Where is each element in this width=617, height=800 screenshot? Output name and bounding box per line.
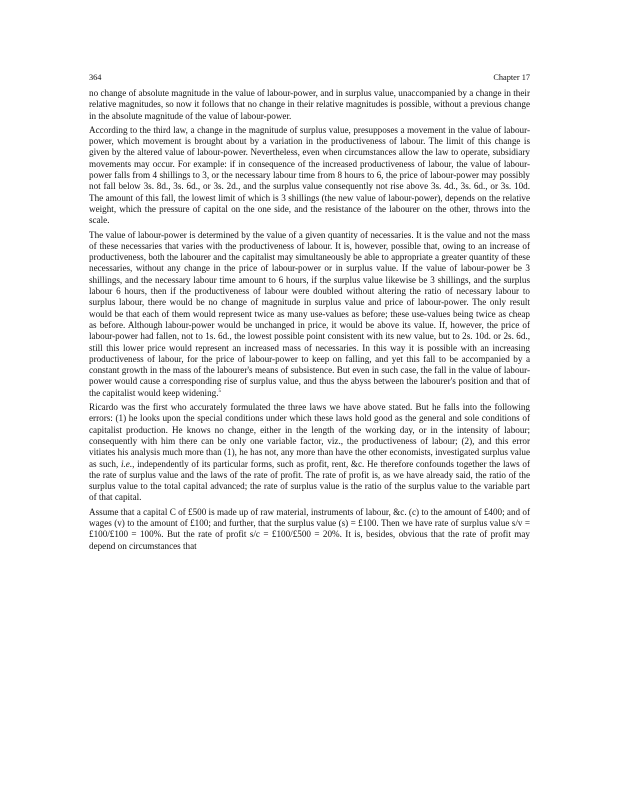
paragraph-4-emphasis: i.e. — [120, 458, 133, 469]
paragraph-2: According to the third law, a change in the magnitude of surplus value, presupposes a movement in the value of labour-power, which movement is brought about by a variation in the productiveness of labour. The limit of this change is given by the altered value of labour-power. Nevertheless, even when circumstances allow the law to operate, subsidiary movements may occur. For example: if in consequence of the increased productiveness of labour, the value of labour-power falls from 4 shillings to 3, or the necessary labour time from 8 hours to 6, the price of labour-power may possibly not fall below 3s. 8d., 3s. 6d., or 3s. 2d., and the surplus value consequently not rise above 3s. 4d., 3s. 6d., or 3s. 10d. The amount of this fall, the lowest limit of which is 3 shillings (the new value of labour-power), depends on the relative weight, which the pressure of capital on the one side, and the resistance of the labourer on the other, throws into the scale. — [89, 124, 530, 226]
paragraph-5: Assume that a capital C of £500 is made up of raw material, instruments of labour, &c. (c) to the amount of £400; and of wages (v) to the amount of £100; and further, that the surplus value (s) = £100. Then we have rate of surplus value s/v = £100/£100 = 100%. But the rate of profit s/c = £100/£500 = 20%. It is, besides, obvious that the rate of profit may depend on circumstances that — [89, 506, 530, 551]
paragraph-3-text: The value of labour-power is determined by the value of a given quantity of necessaries. It is the value and not the mass of these necessaries that varies with the productiveness of labour. It is, however, possible that, owing to an increase of productiveness, both the labourer and the capitalist may simultaneously be able to appropriate a greater quantity of these necessaries, without any change in the price of labour-power or in surplus value. If the value of labour-power be 3 shillings, and the necessary labour time amount to 6 hours, if the surplus value likewise be 3 shillings, and the surplus labour 6 hours, then if the productiveness of labour were doubled without altering the ratio of necessary labour to surplus labour, there would be no change of magnitude in surplus value and price of labour-power. The only result would be that each of them would represent twice as many use-values as before; these use-values being twice as cheap as before. Although labour-power would be unchanged in price, it would be above its value. If, however, the price of labour-power had fallen, not to 1s. 6d., the lowest possible point consistent with its new value, but to 2s. 10d. or 2s. 6d., still this lower price would represent an increased mass of necessaries. In this way it is possible with an increasing productiveness of labour, for the price of labour-power to keep on falling, and yet this fall to be accompanied by a constant growth in the mass of the labourer's means of subsistence. But even in such case, the fall in the value of labour-power would cause a corresponding rise of surplus value, and thus the abyss between the labourer's position and that of the capitalist would keep widening. — [89, 229, 530, 398]
page-header — [89, 73, 530, 83]
paragraph-4-text-a: Ricardo was the first who accurately formulated the three laws we have above stated. But he falls into the following errors: (1) he looks upon the special conditions under which these laws hold good as the general and sole conditions of capitalist production. He knows no change, either in the length of the working day, or in the intensity of labour; consequently with him there can be only one variable factor, viz., the productiveness of labour; (2), and this error vitiates his analysis much more than (1), he has not, any more than have the other economists, investigated surplus value as such, — [89, 402, 530, 469]
page-number: 364 — [89, 73, 102, 82]
paragraph-1: no change of absolute magnitude in the value of labour-power, and in surplus value, unaccompanied by a change in their relative magnitudes, so now it follows that no change in their relative magnitudes is possible, without a previous change in the absolute magnitude of the value of labour-power. — [89, 88, 530, 121]
paragraph-4 — [89, 402, 530, 504]
paragraph-4-text-b: , independently of its particular forms, such as profit, rent, &c. He therefore confounds together the laws of the rate of surplus value and the laws of the rate of profit. The rate of profit is, as we have already said, the ratio of the surplus value to the total capital advanced; the rate of surplus value is the ratio of the surplus value to the variable part of that capital. — [89, 458, 530, 503]
footnote-marker[interactable]: 5 — [218, 388, 221, 394]
paragraph-3 — [89, 230, 530, 399]
chapter-title: Chapter 17 — [493, 73, 530, 82]
document-page — [89, 73, 530, 555]
